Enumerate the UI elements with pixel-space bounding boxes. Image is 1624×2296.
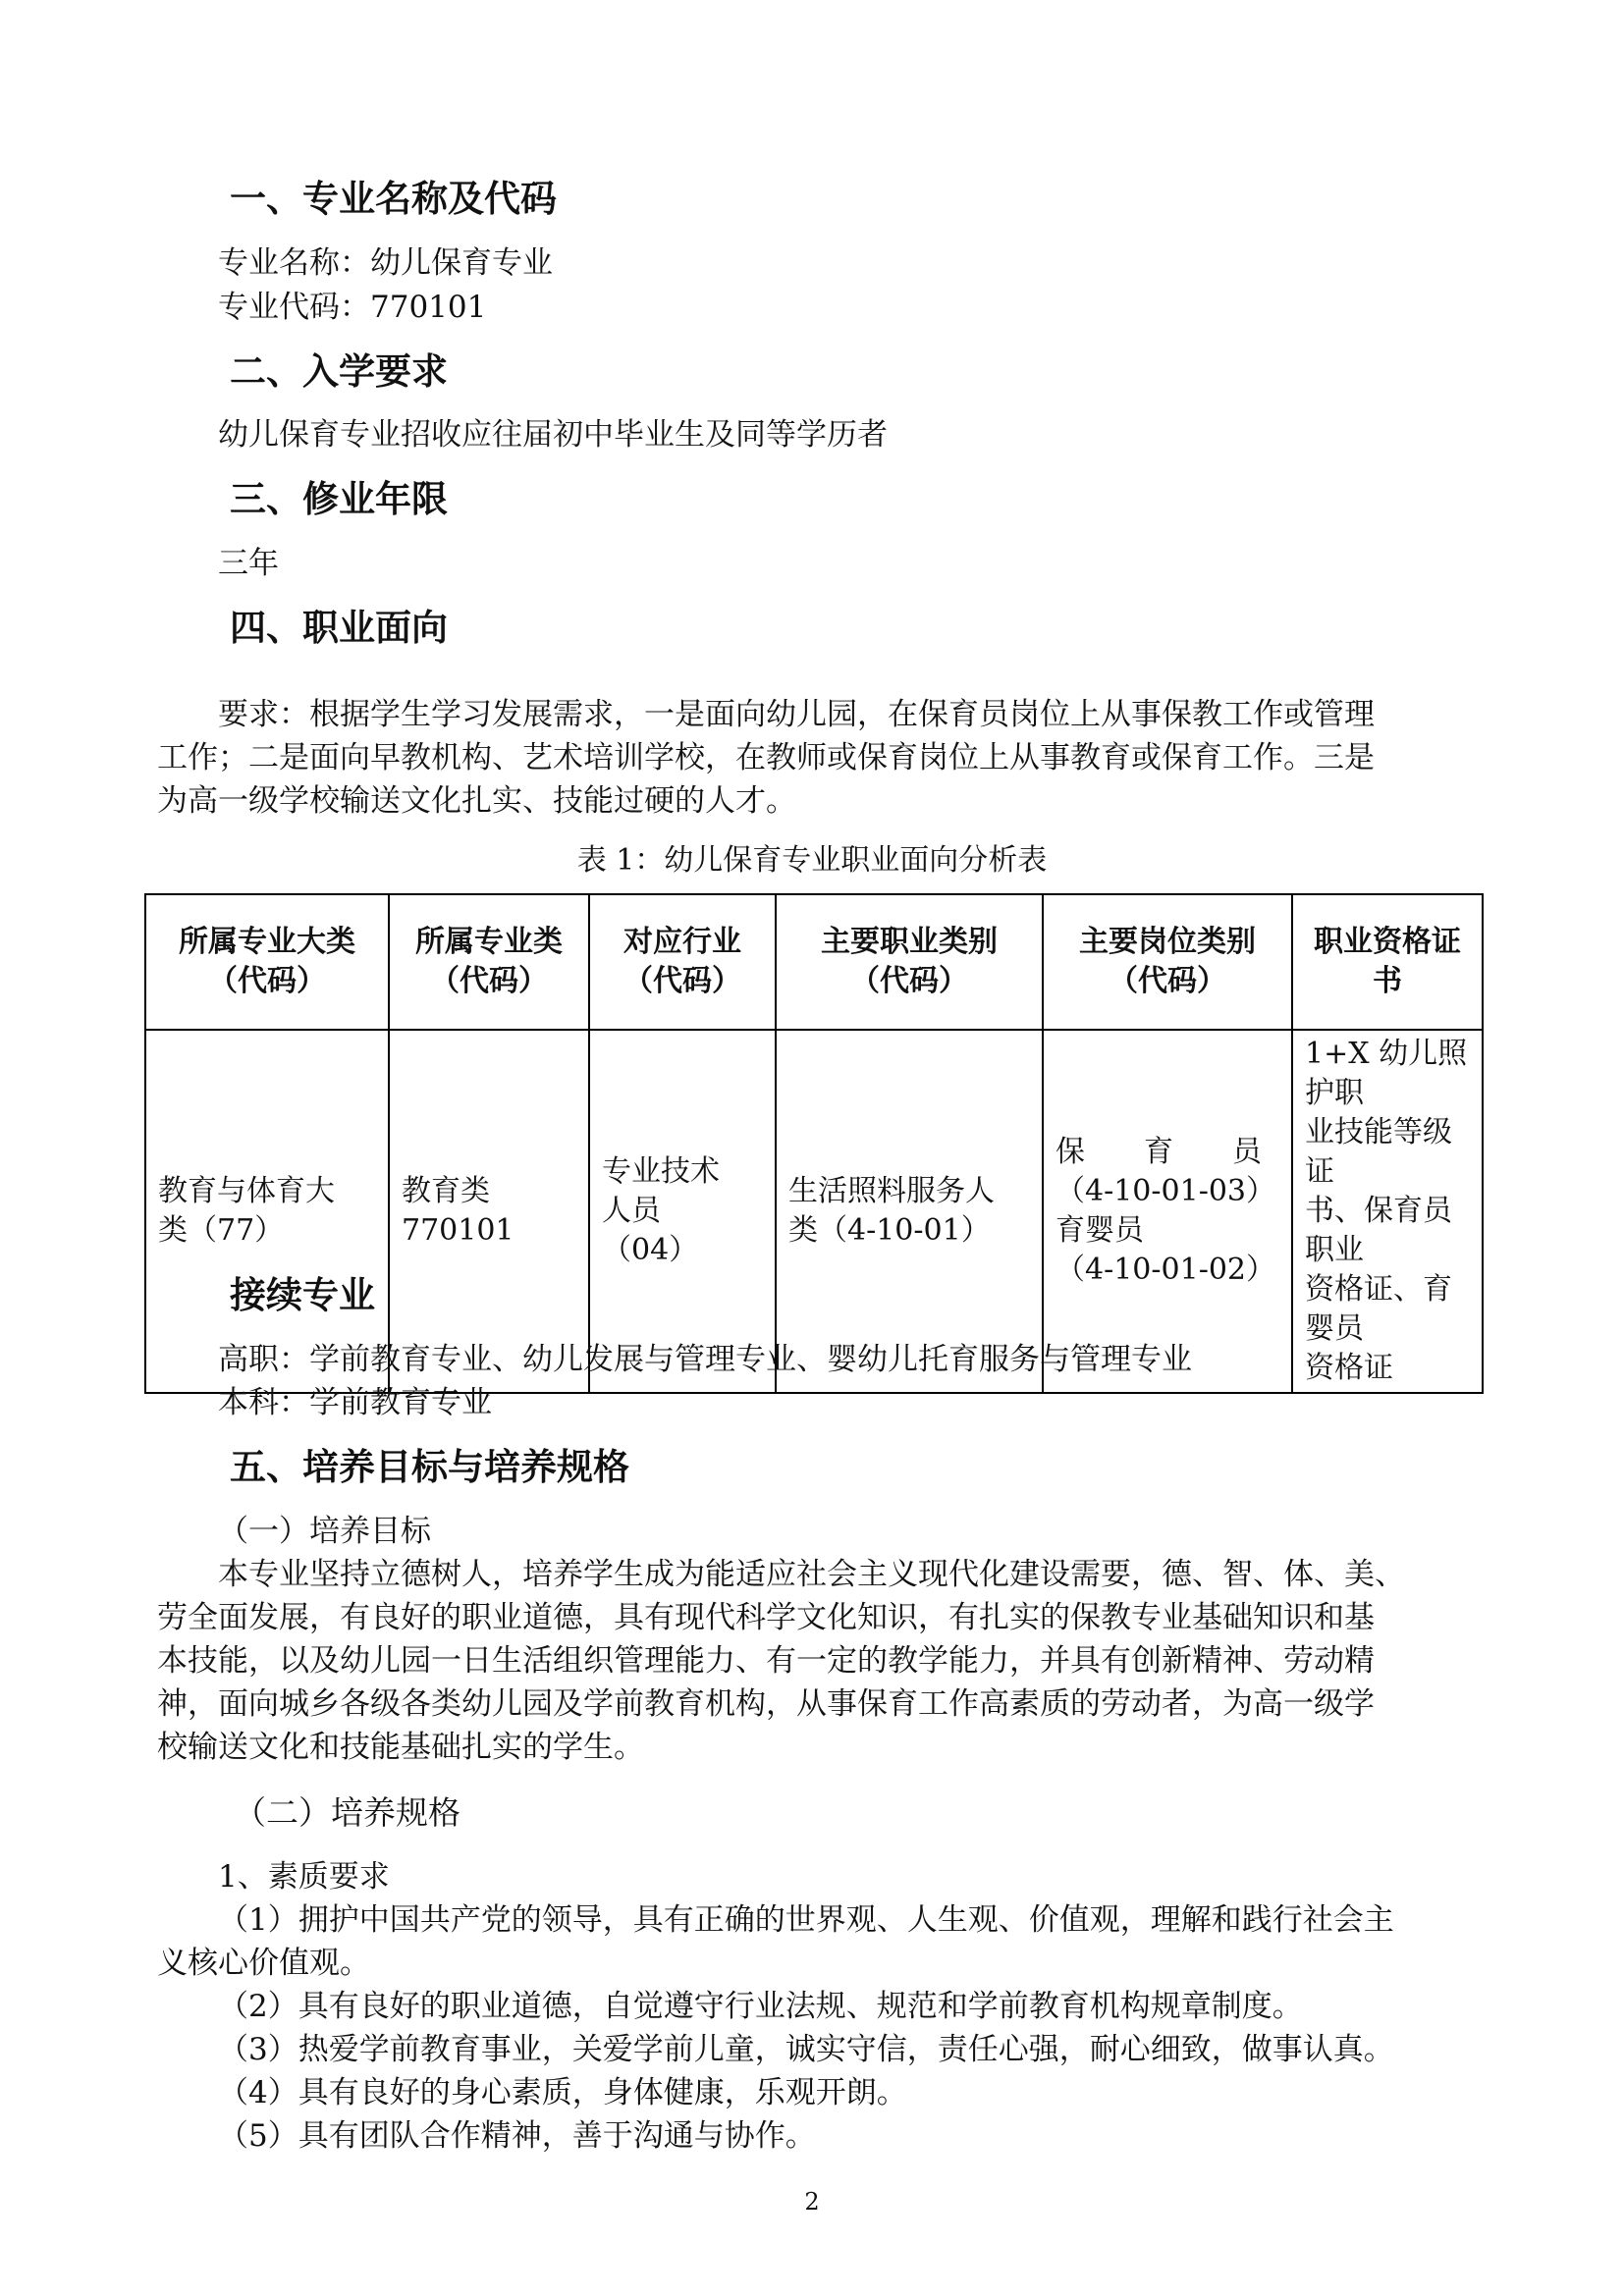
quality-item-1b: 义核心价值观。 — [157, 1946, 370, 1981]
table-header-row — [145, 894, 1483, 1030]
header-cell: 职业资格证书 — [1292, 894, 1483, 1030]
continuation-undergraduate: 本科：学前教育专业 — [218, 1385, 492, 1420]
goal-line-1: 本专业坚持立德树人，培养学生成为能适应社会主义现代化建设需要，德、智、体、美、 — [218, 1557, 1405, 1592]
table-cell: 1+X 幼儿照护职 业技能等级证 书、保育员职业 资格证、育婴员 资格证 — [1292, 1030, 1483, 1393]
table-cell: 生活照料服务人 类（4-10-01） — [776, 1030, 1043, 1393]
section-heading-5: 五、培养目标与培养规格 — [230, 1446, 629, 1488]
section-heading-2: 二、入学要求 — [230, 350, 448, 393]
continuation-heading: 接续专业 — [230, 1274, 375, 1316]
career-text-line-3: 为高一级学校输送文化扎实、技能过硬的人才。 — [157, 783, 796, 819]
table-cell: 保 育 员 （4-10-01-03） 育婴员 （4-10-01-02） — [1043, 1030, 1292, 1393]
quality-title: 1、素质要求 — [218, 1859, 390, 1895]
section-heading-3: 三、修业年限 — [230, 478, 448, 520]
goal-line-3: 本技能，以及幼儿园一日生活组织管理能力、有一定的教学能力，并具有创新精神、劳动精 — [157, 1643, 1375, 1679]
sub-heading-spec: （二）培养规格 — [234, 1793, 460, 1832]
header-cell: 所属专业大类 （代码） — [145, 894, 389, 1030]
goal-line-5: 校输送文化和技能基础扎实的学生。 — [157, 1730, 644, 1765]
page-number: 2 — [804, 2188, 820, 2216]
table-cell: 专业技术 人员 （04） — [589, 1030, 776, 1393]
quality-item-5: （5）具有团队合作精神，善于沟通与协作。 — [218, 2118, 816, 2154]
career-text-line-1: 要求：根据学生学习发展需求，一是面向幼儿园，在保育员岗位上从事保教工作或管理 — [218, 697, 1375, 732]
quality-item-1a: （1）拥护中国共产党的领导，具有正确的世界观、人生观、价值观，理解和践行社会主 — [218, 1902, 1394, 1938]
major-code-line: 专业代码：770101 — [218, 290, 487, 325]
career-text-line-2: 工作；二是面向早教机构、艺术培训学校，在教师或保育岗位上从事教育或保育工作。三是 — [157, 740, 1375, 775]
goal-line-2: 劳全面发展，有良好的职业道德，具有现代科学文化知识，有扎实的保教专业基础知识和基 — [157, 1600, 1375, 1635]
header-cell: 主要职业类别 （代码） — [776, 894, 1043, 1030]
section-heading-4: 四、职业面向 — [230, 607, 448, 649]
quality-item-4: （4）具有良好的身心素质，身体健康，乐观开朗。 — [218, 2075, 907, 2110]
duration-text: 三年 — [218, 546, 279, 581]
header-cell: 所属专业类 （代码） — [389, 894, 589, 1030]
quality-item-3: （3）热爱学前教育事业，关爱学前儿童，诚实守信，责任心强，耐心细致，做事认真。 — [218, 2032, 1394, 2067]
table-cell: 教育与体育大 类（77） — [145, 1030, 389, 1393]
goal-line-4: 神，面向城乡各级各类幼儿园及学前教育机构，从事保育工作高素质的劳动者，为高一级学 — [157, 1686, 1375, 1722]
section-heading-1: 一、专业名称及代码 — [230, 178, 557, 220]
continuation-higher-vocational: 高职：学前教育专业、幼儿发展与管理专业、婴幼儿托育服务与管理专业 — [218, 1342, 1192, 1377]
quality-item-2: （2）具有良好的职业道德，自觉遵守行业法规、规范和学前教育机构规章制度。 — [218, 1989, 1303, 2024]
sub-heading-goal: （一）培养目标 — [218, 1514, 431, 1549]
header-cell: 对应行业 （代码） — [589, 894, 776, 1030]
admission-text: 幼儿保育专业招收应往届初中毕业生及同等学历者 — [218, 417, 888, 453]
career-analysis-table — [144, 893, 1484, 1394]
header-cell: 主要岗位类别 （代码） — [1043, 894, 1292, 1030]
major-name-line: 专业名称：幼儿保育专业 — [218, 245, 553, 281]
table-caption: 表 1：幼儿保育专业职业面向分析表 — [576, 843, 1048, 878]
table-cell: 教育类 770101 — [389, 1030, 589, 1393]
